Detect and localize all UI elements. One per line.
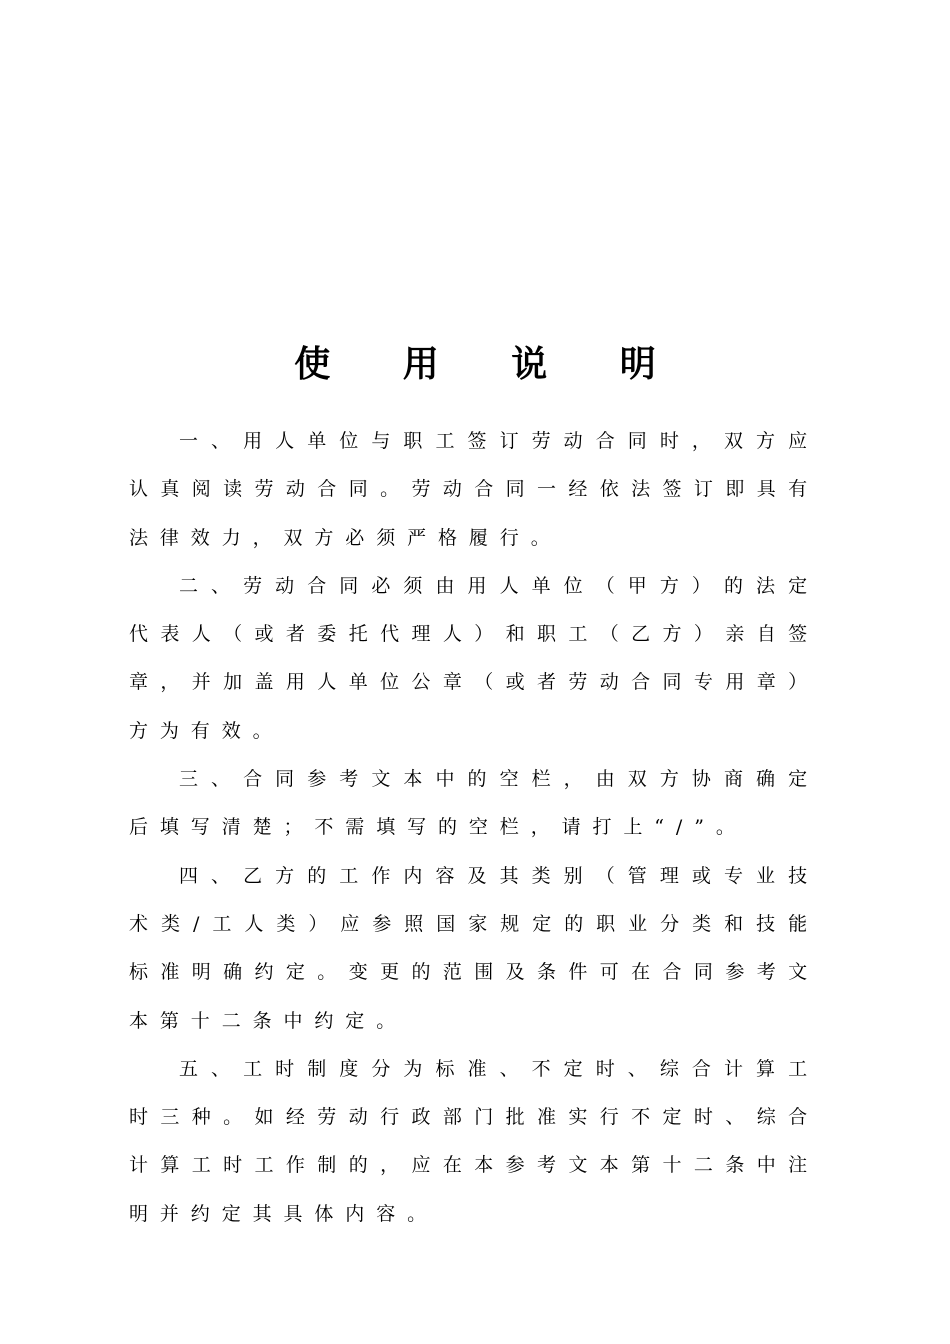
document-body	[129, 417, 819, 1238]
paragraph-4: 四、乙方的工作内容及其类别（管理或专业技术类/工人类）应参照国家规定的职业分类和技能标准明确约定。变更的范围及条件可在合同参考文本第十二条中约定。	[129, 864, 819, 1032]
document-title: 使 用 说 明	[294, 343, 686, 386]
paragraph-1: 一、用人单位与职工签订劳动合同时，双方应认真阅读劳动合同。劳动合同一经依法签订即具有法律效力，双方必须严格履行。	[129, 430, 819, 549]
paragraph-3: 三、合同参考文本中的空栏，由双方协商确定后填写清楚；不需填写的空栏，请打上“/”。	[129, 768, 819, 839]
paragraph-2: 二、劳动合同必须由用人单位（甲方）的法定代表人（或者委托代理人）和职工（乙方）亲自签章，并加盖用人单位公章（或者劳动合同专用章）方为有效。	[129, 574, 819, 742]
paragraph-5: 五、工时制度分为标准、不定时、综合计算工时三种。如经劳动行政部门批准实行不定时、综合计算工时工作制的，应在本参考文本第十二条中注明并约定其具体内容。	[129, 1057, 819, 1225]
